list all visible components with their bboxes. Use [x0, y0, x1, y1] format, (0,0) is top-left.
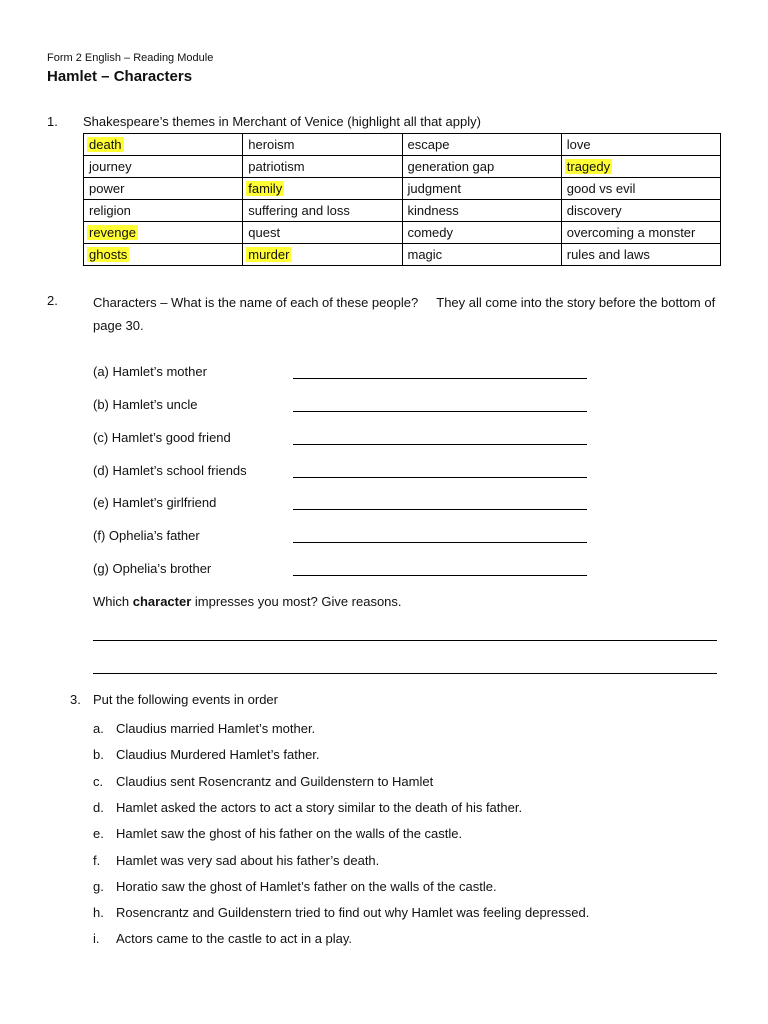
table-cell[interactable]	[243, 134, 402, 156]
event-text: Horatio saw the ghost of Hamlet’s father on the walls of the castle.	[116, 879, 497, 894]
event-letter: d.	[93, 800, 104, 815]
table-cell[interactable]	[243, 156, 402, 178]
table-cell[interactable]	[84, 156, 243, 178]
character-label: (d) Hamlet’s school friends	[93, 463, 247, 478]
theme-text: quest	[248, 225, 281, 240]
answer-line[interactable]	[293, 542, 587, 543]
event-letter: h.	[93, 905, 104, 920]
which-after: impresses you most? Give reasons.	[191, 594, 402, 609]
table-row	[84, 244, 721, 266]
which-bold: character	[132, 594, 192, 609]
question-1-prompt: Shakespeare’s themes in Merchant of Venice (highlight all that apply)	[83, 114, 481, 129]
theme-text: love	[566, 137, 591, 152]
which-before: Which	[93, 594, 133, 609]
answer-line[interactable]	[293, 509, 587, 510]
table-row	[84, 156, 721, 178]
table-cell[interactable]	[561, 244, 720, 266]
theme-text: tragedy	[566, 159, 611, 174]
event-letter: c.	[93, 774, 104, 789]
table-cell[interactable]	[561, 134, 720, 156]
theme-text: suffering and loss	[248, 203, 350, 218]
character-label: (a) Hamlet’s mother	[93, 364, 207, 379]
character-row	[93, 397, 593, 415]
theme-text: escape	[407, 137, 450, 152]
theme-text: judgment	[407, 181, 461, 196]
question-3-number: 3.	[70, 692, 81, 707]
theme-text: patriotism	[248, 159, 305, 174]
character-label: (c) Hamlet’s good friend	[93, 430, 231, 445]
table-cell[interactable]	[243, 244, 402, 266]
table-cell[interactable]	[243, 222, 402, 244]
table-cell[interactable]	[84, 134, 243, 156]
event-text: Claudius sent Rosencrantz and Guildenstern to Hamlet	[116, 774, 434, 789]
answer-line[interactable]	[293, 477, 587, 478]
question-3-prompt: Put the following events in order	[93, 692, 278, 707]
theme-text: comedy	[407, 225, 454, 240]
character-row	[93, 430, 593, 448]
character-row	[93, 463, 593, 481]
question-1-number: 1.	[47, 114, 58, 129]
theme-text: heroism	[248, 137, 295, 152]
answer-line-long[interactable]	[93, 640, 717, 641]
answer-line[interactable]	[293, 378, 587, 379]
theme-text: rules and laws	[566, 247, 650, 262]
answer-line[interactable]	[293, 411, 587, 412]
table-row	[84, 200, 721, 222]
event-text: Claudius Murdered Hamlet’s father.	[116, 747, 320, 762]
theme-text: religion	[89, 203, 131, 218]
character-row	[93, 528, 593, 546]
event-text: Rosencrantz and Guildenstern tried to find out why Hamlet was feeling depressed.	[116, 905, 590, 920]
event-text: Hamlet asked the actors to act a story similar to the death of his father.	[116, 800, 523, 815]
character-row	[93, 364, 593, 382]
event-letter: i.	[93, 931, 100, 946]
theme-text: murder	[248, 247, 290, 262]
answer-line[interactable]	[293, 575, 587, 576]
table-cell[interactable]	[84, 200, 243, 222]
table-cell[interactable]	[561, 200, 720, 222]
theme-text: generation gap	[407, 159, 495, 174]
table-cell[interactable]	[243, 178, 402, 200]
event-letter: b.	[93, 747, 104, 762]
table-cell[interactable]	[84, 244, 243, 266]
which-character-prompt	[93, 594, 402, 609]
table-cell[interactable]	[402, 134, 561, 156]
table-cell[interactable]	[402, 178, 561, 200]
table-cell[interactable]	[84, 178, 243, 200]
event-text: Hamlet was very sad about his father’s death.	[116, 853, 380, 868]
character-row	[93, 561, 593, 579]
event-text: Claudius married Hamlet’s mother.	[116, 721, 316, 736]
table-cell[interactable]	[561, 222, 720, 244]
table-cell[interactable]	[402, 222, 561, 244]
theme-text: journey	[89, 159, 132, 174]
theme-text: kindness	[407, 203, 459, 218]
table-row	[84, 134, 721, 156]
event-letter: a.	[93, 721, 104, 736]
event-letter: f.	[93, 853, 101, 868]
table-cell[interactable]	[84, 222, 243, 244]
question-2-number: 2.	[47, 293, 58, 308]
table-cell[interactable]	[402, 244, 561, 266]
question-2-prompt-a: Characters – What is the name of each of these people?	[93, 295, 419, 310]
character-row	[93, 495, 593, 513]
table-cell[interactable]	[402, 156, 561, 178]
table-row	[84, 222, 721, 244]
event-letter: g.	[93, 879, 104, 894]
page-title: Hamlet – Characters	[47, 68, 193, 85]
answer-line[interactable]	[293, 444, 587, 445]
theme-text: ghosts	[89, 247, 128, 262]
theme-text: overcoming a monster	[566, 225, 696, 240]
character-label: (f) Ophelia’s father	[93, 528, 200, 543]
theme-text: discovery	[566, 203, 622, 218]
theme-text: family	[248, 181, 283, 196]
theme-text: good vs evil	[566, 181, 636, 196]
event-letter: e.	[93, 826, 104, 841]
question-2-prompt-b: They all come into the story before the bottom of page 30.	[93, 295, 716, 333]
module-label: Form 2 English – Reading Module	[47, 52, 214, 64]
table-cell[interactable]	[402, 200, 561, 222]
event-text: Hamlet saw the ghost of his father on the walls of the castle.	[116, 826, 463, 841]
table-cell[interactable]	[561, 156, 720, 178]
table-row	[84, 178, 721, 200]
question-2-prompt	[93, 291, 718, 337]
answer-line-long[interactable]	[93, 673, 717, 674]
theme-text: revenge	[89, 225, 136, 240]
theme-text: power	[89, 181, 125, 196]
character-label: (e) Hamlet’s girlfriend	[93, 495, 217, 510]
table-cell[interactable]	[243, 200, 402, 222]
theme-text: magic	[407, 247, 443, 262]
character-label: (g) Ophelia’s brother	[93, 561, 212, 576]
themes-table	[83, 133, 721, 266]
character-label: (b) Hamlet’s uncle	[93, 397, 198, 412]
theme-text: death	[89, 137, 122, 152]
table-cell[interactable]	[561, 178, 720, 200]
event-text: Actors came to the castle to act in a play.	[116, 931, 353, 946]
